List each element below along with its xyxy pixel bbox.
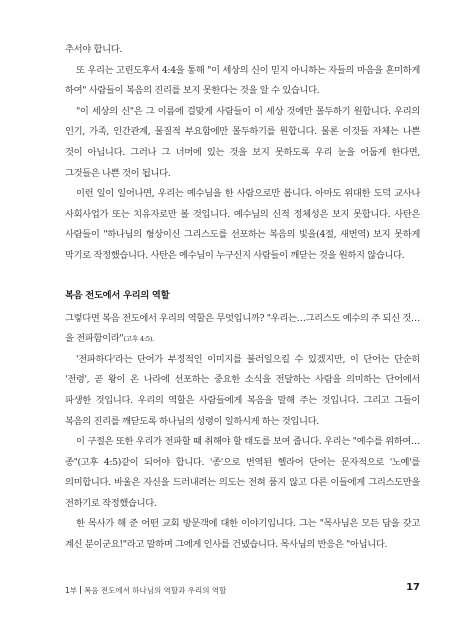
part-label: 1부 [65, 586, 78, 595]
paragraph: 이 구절은 또한 우리가 전파할 때 취해야 할 태도를 보여 줍니다. 우리는 "예수를 위하여…종"(고후 4:5)같이 되어야 합니다. '종'으로 번역된 헬라어 단어는 문자적으로 '노예'를 의미합니다. 바울은 자신을 드러내려는 의도는 전혀 품지 않고 다른 이들에게 그리스도만을 전하기로 작정했습니다. [65, 436, 420, 509]
paragraph: 또 우리는 고린도후서 4:4을 통해 "이 세상의 신이 믿지 아니하는 자들의 마음을 혼미하게 하여" 사람들이 복음의 진리를 보지 못한다는 것을 알 수 있습니다. [65, 64, 420, 97]
paragraph-text: 그렇다면 복음 전도에서 우리의 역할은 무엇입니까? "우리는…그리스도 예수의 주 되신 것…을 전파함이라" [65, 312, 420, 345]
scripture-citation: (고후 4:5). [123, 335, 154, 344]
paragraph-continued: 추서야 합니다. [65, 44, 122, 55]
running-footer [65, 585, 226, 596]
section-gap [65, 267, 420, 287]
paragraph: 한 목사가 해 준 어떤 교회 방문객에 대한 이야기입니다. 그는 "목사님은 모든 답을 갖고 계신 분이군요!"라고 말하며 그에게 인사를 건넸습니다. 목사님의 반응은 "아닙니다. [65, 518, 420, 551]
chapter-title: 복음 전도에서 하나님의 역할과 우리의 역할 [84, 586, 227, 595]
page-body [65, 40, 420, 556]
page-footer [65, 582, 420, 598]
paragraph: '전파하다'라는 단어가 부정적인 이미지를 불러일으킬 수 있겠지만, 이 단어는 단순히 '전령', 곧 왕이 온 나라에 선포하는 중요한 소식을 전달하는 사람을 의미하는 단어에서 파생한 것입니다. 우리의 역할은 사람들에게 복음을 말해 주는 것입니다. 그리고 그들이 복음의 진리를 깨닫도록 하나님의 성령이 일하시게 하는 것입니다. [65, 353, 420, 427]
paragraph: 이런 일이 일어나면, 우리는 예수님을 한 사람으로만 봅니다. 아마도 위대한 도덕 교사나 사회사업가 또는 치유자로만 볼 것입니다. 예수님의 신적 정체성은 보지 못합니다. 사탄은 사람들이 "하나님의 형상이신 그리스도를 선포하는 복음의 빛을(4절, 새번역) 보지 못하게 막기로 작정했습니다. 사탄은 예수님이 누구신지 사람들이 깨닫는 것을 원하지 않습니다. [65, 188, 420, 261]
section-heading: 복음 전도에서 우리의 역할 [65, 289, 170, 301]
paragraph: "이 세상의 신"은 그 이름에 걸맞게 사람들이 이 세상 것에만 몰두하기 원합니다. 우리의 인기, 가족, 인간관계, 물질적 부요함에만 몰두하기를 원합니다. 물론 이것들 자체는 나쁜 것이 아닙니다. 그러나 그 너머에 있는 것을 보지 못하도록 우리 눈을 어둡게 한다면, 그것들은 나쁜 것이 됩니다. [65, 105, 420, 179]
page-number: 17 [406, 582, 420, 593]
paragraph [65, 309, 420, 350]
footer-divider [80, 586, 81, 594]
